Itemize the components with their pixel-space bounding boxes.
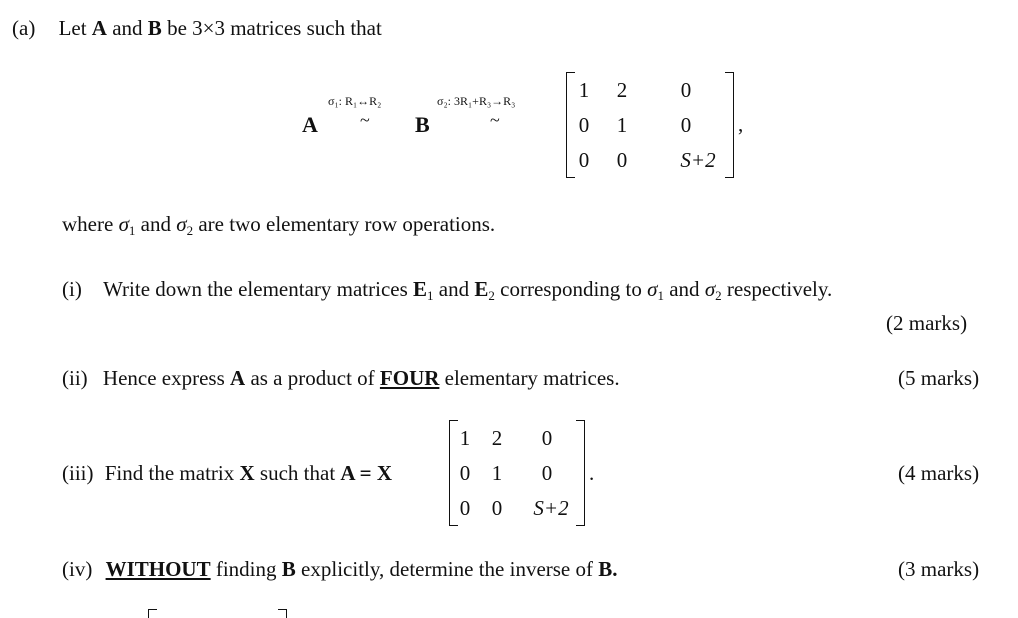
sigma-symbol: σ (647, 277, 658, 301)
matrix-cell: 0 (491, 496, 503, 520)
sigma2-operation-label: σ₂: 3R₁+R₃→R₃ (437, 94, 516, 108)
matrix-cell: 1 (491, 461, 503, 485)
question-iii-mid: such that (259, 461, 336, 485)
cut-off-matrix-bracket-right (278, 609, 287, 618)
matrix-cell: 0 (459, 461, 471, 485)
question-iv-label: (iv) (62, 557, 93, 581)
question-iv-marks: (3 marks) (898, 557, 980, 581)
question-i-label: (i) (62, 277, 82, 301)
question-ii-marks: (5 marks) (898, 366, 980, 390)
intro-pre: Let (58, 16, 87, 40)
sigma-symbol: σ (176, 212, 187, 236)
matrix-cell: 0 (459, 496, 471, 520)
without-emphasis: WITHOUT (105, 557, 211, 581)
matrix-b-symbol: B (147, 16, 162, 40)
matrix-cell: 2 (616, 78, 628, 102)
matrix-cell: 0 (680, 78, 692, 102)
question-i-marks: (2 marks) (886, 311, 968, 335)
cut-off-matrix-bracket-left (148, 609, 157, 618)
subscript: 1 (128, 223, 136, 238)
matrix-cell: 2 (491, 426, 503, 450)
question-i-mid: corresponding to (500, 277, 642, 301)
e-symbol: E (474, 277, 489, 301)
question-ii (62, 366, 620, 391)
four-emphasis: FOUR (379, 366, 440, 390)
part-a-label: (a) (12, 16, 36, 40)
chain-b-symbol: B (415, 112, 430, 137)
matrix-left-bracket (566, 72, 575, 178)
where-and: and (140, 212, 171, 236)
matrix-cell-s-plus-2: S+2 (680, 148, 716, 172)
matrix-cell: 0 (680, 113, 692, 137)
question-i-pre: Write down the elementary matrices (103, 277, 408, 301)
matrix-a-symbol: A (91, 16, 107, 40)
part-a-intro (12, 16, 382, 41)
e-symbol: E (413, 277, 428, 301)
matrix-cell: 1 (616, 113, 628, 137)
reduced-matrix (566, 72, 734, 178)
where-pre: where (62, 212, 114, 236)
question-iii-period: . (589, 461, 595, 485)
intro-and: and (112, 16, 143, 40)
matrix-right-bracket (725, 72, 734, 178)
row-equivalence-tilde-1: ~ (360, 110, 370, 130)
question-iii-marks: (4 marks) (898, 461, 980, 485)
matrix-cell: 1 (578, 78, 590, 102)
matrix-cell: 0 (541, 461, 553, 485)
question-iii (62, 461, 392, 486)
sigma-symbol: σ (704, 277, 716, 301)
question-i-and2: and (669, 277, 700, 301)
question-iii-matrix (449, 420, 585, 526)
matrix-cell: 0 (541, 426, 553, 450)
question-ii-label: (ii) (62, 366, 88, 390)
question-iii-pre: Find the matrix (104, 461, 235, 485)
question-ii-pre: Hence express (102, 366, 225, 390)
matrix-b-symbol: B (281, 557, 296, 581)
matrix-cell-s-plus-2: S+2 (533, 496, 569, 520)
question-iv-post: explicitly, determine the inverse of (301, 557, 593, 581)
matrix-cell: 0 (578, 148, 590, 172)
subscript: 1 (427, 288, 434, 303)
subscript: 2 (186, 223, 194, 238)
subscript: 2 (715, 288, 722, 303)
matrix-a-symbol: A (230, 366, 246, 390)
subscript: 1 (657, 288, 664, 303)
intro-post: be 3×3 matrices such that (167, 16, 382, 40)
matrix-cell: 0 (578, 113, 590, 137)
question-i-and: and (438, 277, 470, 301)
row-equivalence-tilde-2: ~ (490, 110, 500, 130)
question-ii-mid: as a product of (250, 366, 375, 390)
question-iv (62, 557, 618, 582)
question-i-post: respectively. (726, 277, 833, 301)
question-ii-post: elementary matrices. (444, 366, 620, 390)
chain-comma: , (738, 112, 744, 136)
where-post: are two elementary row operations. (198, 212, 496, 236)
matrix-b-symbol: B. (598, 557, 618, 581)
question-iv-pre: finding (215, 557, 277, 581)
sigma1-operation-label: σ₁: R₁↔R₂ (328, 94, 382, 108)
matrix-x-symbol: X (239, 461, 255, 485)
where-line (62, 212, 495, 237)
sigma-symbol: σ (118, 212, 129, 236)
matrix-cell: 0 (616, 148, 628, 172)
equation-a-equals-x: A = X (340, 461, 393, 485)
matrix-left-bracket (449, 420, 458, 526)
matrix-right-bracket (576, 420, 585, 526)
question-iii-label: (iii) (62, 461, 94, 485)
chain-a-symbol: A (302, 112, 318, 137)
question-i (62, 277, 832, 302)
matrix-cell: 1 (459, 426, 471, 450)
subscript: 2 (488, 288, 495, 303)
